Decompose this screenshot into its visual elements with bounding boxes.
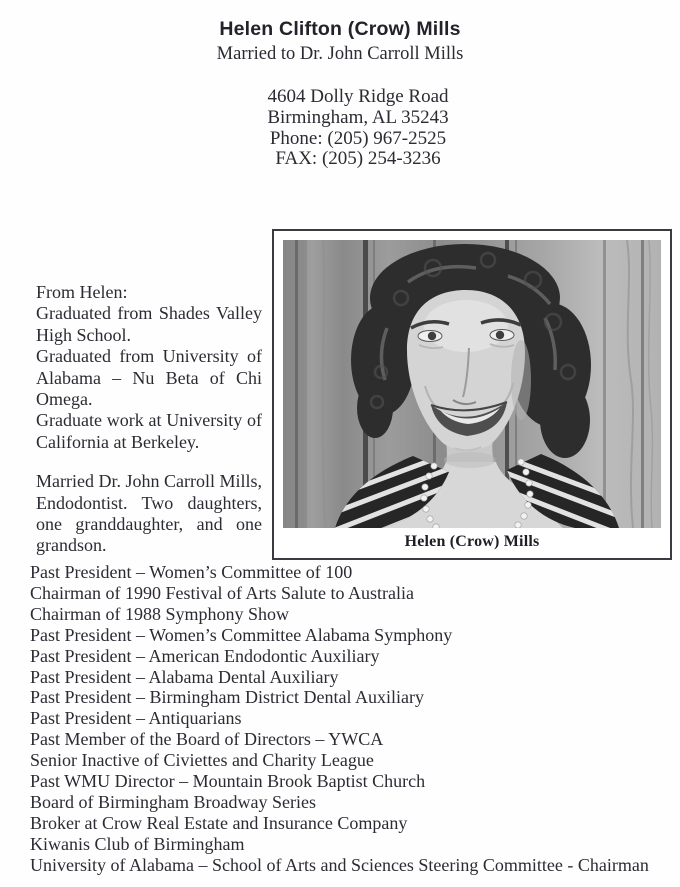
position-item: Senior Inactive of Civiettes and Charity League bbox=[30, 750, 374, 771]
position-item: Kiwanis Club of Birmingham bbox=[30, 833, 245, 854]
address-block bbox=[252, 87, 464, 170]
position-item: Chairman of 1990 Festival of Arts Salute to Australia bbox=[30, 582, 414, 603]
photo-caption: Helen (Crow) Mills bbox=[404, 533, 540, 550]
document-subtitle: Married to Dr. John Carroll Mills bbox=[216, 44, 464, 64]
positions-list bbox=[30, 562, 675, 876]
bio-line-graduate-work: Graduate work at University of California at Berkeley. bbox=[36, 410, 262, 452]
bio-line-university: Graduated from University of Alabama – Nu Beta of Chi Omega. bbox=[36, 346, 262, 410]
position-item: Past President – Women’s Committee Alabama Symphony bbox=[30, 624, 453, 645]
bio-column bbox=[36, 282, 262, 557]
portrait-photo bbox=[283, 240, 661, 528]
bio-line-high-school: Graduated from Shades Valley High School. bbox=[36, 303, 262, 345]
address-line-fax: FAX: (205) 254-3236 bbox=[275, 148, 441, 170]
position-item: Past Member of the Board of Directors – YWCA bbox=[30, 729, 384, 750]
document-title: Helen Clifton (Crow) Mills bbox=[219, 18, 461, 40]
bio-line-from-helen: From Helen: bbox=[36, 282, 128, 302]
address-line-phone: Phone: (205) 967-2525 bbox=[269, 127, 447, 149]
position-item: Past President – American Endodontic Auxiliary bbox=[30, 645, 380, 666]
position-item: Past President – Alabama Dental Auxiliary bbox=[30, 666, 339, 687]
address-line-street: 4604 Dolly Ridge Road bbox=[267, 86, 449, 107]
photo-frame bbox=[272, 229, 672, 560]
position-item: Past WMU Director – Mountain Brook Baptist Church bbox=[30, 771, 426, 792]
position-item: Past President – Antiquarians bbox=[30, 708, 242, 729]
position-item: Board of Birmingham Broadway Series bbox=[30, 791, 316, 812]
position-item: Broker at Crow Real Estate and Insurance Company bbox=[30, 812, 408, 833]
position-item: Past President – Women’s Committee of 100 bbox=[30, 562, 353, 582]
position-item: Past President – Birmingham District Dental Auxiliary bbox=[30, 687, 424, 708]
bio-paragraph-family: Married Dr. John Carroll Mills, Endodontist. Two daughters, one granddaughter, and one grandson. bbox=[36, 471, 262, 556]
address-line-city: Birmingham, AL 35243 bbox=[267, 106, 449, 128]
position-item: Chairman of 1988 Symphony Show bbox=[30, 603, 289, 624]
position-item: University of Alabama – School of Arts and Sciences Steering Committee - Chairman bbox=[30, 854, 649, 875]
